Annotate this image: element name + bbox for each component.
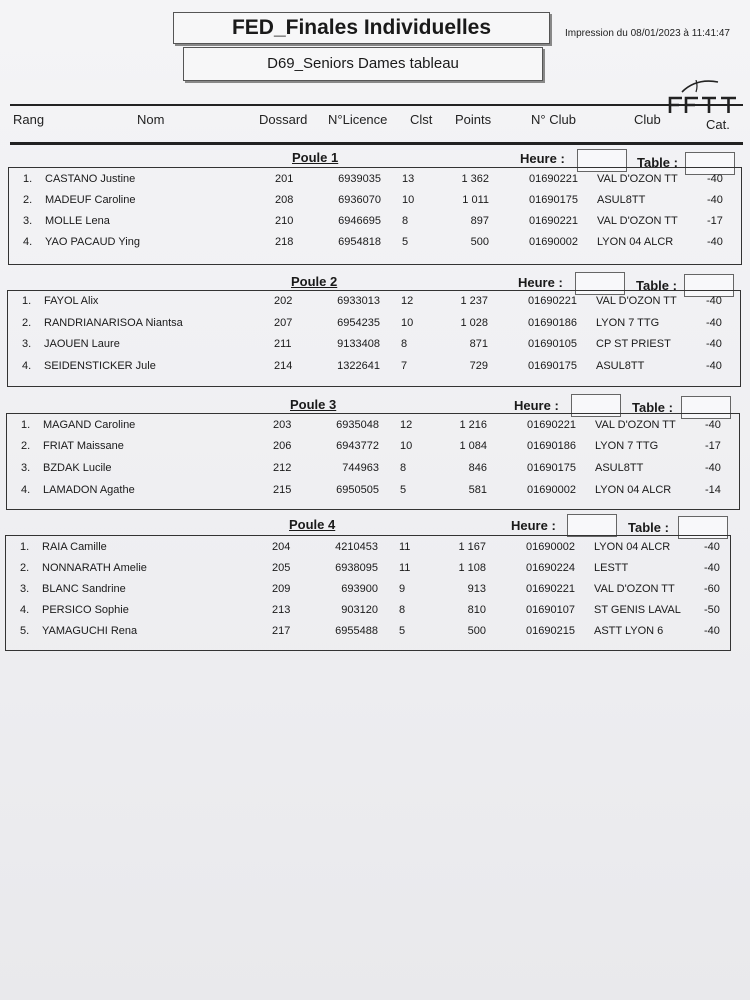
licence: 744963 [342, 462, 379, 474]
club-name: LESTT [594, 562, 629, 574]
licence: 6950505 [336, 484, 379, 496]
col-dossard: Dossard [259, 112, 308, 127]
licence: 903120 [341, 604, 378, 616]
table-label: Table : [632, 400, 673, 415]
table-label: Table : [637, 155, 678, 170]
dossard: 202 [274, 295, 293, 307]
dossard: 203 [273, 419, 292, 431]
poule-title: Poule 1 [292, 150, 339, 165]
club-number: 01690186 [527, 440, 576, 452]
heure-label: Heure : [511, 518, 556, 533]
player-name: YAMAGUCHI Rena [42, 625, 138, 637]
clst: 11 [399, 541, 411, 553]
club-name: VAL D'OZON TT [597, 173, 678, 185]
clst: 5 [400, 484, 407, 496]
clst: 5 [402, 236, 409, 248]
rang: 4. [23, 236, 33, 248]
category: -40 [706, 295, 722, 307]
poule-title: Poule 4 [289, 517, 336, 532]
player-name: FRIAT Maissane [43, 440, 124, 452]
table-row [7, 416, 739, 437]
table-row [9, 170, 741, 191]
club-name: LYON 04 ALCR [594, 541, 671, 553]
dossard: 214 [274, 360, 293, 372]
club-number: 01690221 [529, 215, 578, 227]
dossard: 207 [274, 317, 293, 329]
poule-title: Poule 2 [291, 274, 338, 289]
poule-players-box [6, 413, 740, 510]
heure-label: Heure : [520, 151, 565, 166]
clst: 8 [401, 338, 408, 350]
rang: 4. [20, 604, 30, 616]
club-number: 01690221 [527, 419, 576, 431]
table-row [8, 357, 740, 378]
licence: 6935048 [336, 419, 379, 431]
col-licence: N°Licence [328, 112, 388, 127]
club-name: ASUL8TT [596, 360, 645, 372]
clst: 8 [400, 462, 407, 474]
clst: 7 [401, 360, 408, 372]
dossard: 218 [275, 236, 294, 248]
col-rang: Rang [13, 112, 45, 127]
points: 1 011 [462, 194, 489, 206]
club-name: LYON 04 ALCR [597, 236, 674, 248]
licence: 4210453 [335, 541, 378, 553]
category: -40 [704, 625, 720, 637]
rang: 1. [20, 541, 30, 553]
table-row [8, 335, 740, 356]
heure-input-box[interactable] [567, 514, 617, 537]
club-name: LYON 7 TTG [595, 440, 659, 452]
player-name: MOLLE Lena [45, 215, 110, 227]
licence: 6955488 [335, 625, 378, 637]
club-number: 01690221 [526, 583, 575, 595]
category: -40 [704, 562, 720, 574]
rang: 2. [21, 440, 31, 452]
club-number: 01690175 [527, 462, 576, 474]
table-row [8, 314, 740, 335]
dossard: 204 [272, 541, 291, 553]
licence: 6938095 [335, 562, 378, 574]
rang: 4. [22, 360, 32, 372]
club-number: 01690175 [528, 360, 577, 372]
document-title: FED_Finales Individuelles [173, 12, 550, 44]
clst: 9 [399, 583, 406, 595]
rang: 3. [23, 215, 33, 227]
club-name: ST GENIS LAVAL [594, 604, 681, 616]
rang: 1. [22, 295, 32, 307]
dossard: 217 [272, 625, 291, 637]
table-row [9, 233, 741, 254]
points: 913 [467, 583, 486, 595]
rang: 4. [21, 484, 31, 496]
print-date: Impression du 08/01/2023 à 11:41:47 [565, 28, 730, 39]
points: 1 216 [459, 419, 487, 431]
club-name: VAL D'OZON TT [595, 419, 676, 431]
category: -40 [705, 419, 721, 431]
player-name: LAMADON Agathe [43, 484, 135, 496]
rang: 5. [20, 625, 30, 637]
player-name: SEIDENSTICKER Jule [44, 360, 156, 372]
points: 1 167 [458, 541, 486, 553]
rang: 3. [20, 583, 30, 595]
document-subtitle: D69_Seniors Dames tableau [183, 47, 543, 81]
dossard: 215 [273, 484, 292, 496]
dossard: 212 [273, 462, 292, 474]
table-row [7, 481, 739, 502]
table-row [6, 622, 730, 643]
col-nom: Nom [137, 112, 165, 127]
dossard: 211 [274, 338, 292, 350]
header-rule-top [10, 104, 743, 106]
player-name: RAIA Camille [42, 541, 107, 553]
poule-players-box [7, 290, 741, 387]
club-name: LYON 04 ALCR [595, 484, 672, 496]
category: -40 [707, 194, 723, 206]
licence: 1322641 [337, 360, 380, 372]
fftt-logo [666, 80, 744, 116]
licence: 693900 [341, 583, 378, 595]
dossard: 206 [273, 440, 292, 452]
points: 846 [468, 462, 487, 474]
player-name: BLANC Sandrine [42, 583, 126, 595]
club-number: 01690002 [527, 484, 576, 496]
points: 1 084 [459, 440, 487, 452]
table-row [9, 212, 741, 233]
table-row [6, 601, 730, 622]
col-cat: Cat. [706, 117, 730, 132]
points: 897 [470, 215, 489, 227]
club-number: 01690175 [529, 194, 578, 206]
poule-title: Poule 3 [290, 397, 337, 412]
player-name: CASTANO Justine [45, 173, 136, 185]
club-number: 01690002 [526, 541, 575, 553]
category: -40 [704, 541, 720, 553]
table-row [9, 191, 741, 212]
points: 1 028 [460, 317, 488, 329]
player-name: BZDAK Lucile [43, 462, 112, 474]
player-name: MAGAND Caroline [43, 419, 136, 431]
club-number: 01690186 [528, 317, 577, 329]
col-clst: Clst [410, 112, 433, 127]
club-number: 01690221 [529, 173, 578, 185]
poule-players-box [8, 167, 742, 265]
category: -40 [706, 360, 722, 372]
club-name: VAL D'OZON TT [594, 583, 675, 595]
table-row [6, 580, 730, 601]
category: -40 [706, 338, 722, 350]
dossard: 210 [275, 215, 294, 227]
points: 1 108 [458, 562, 486, 574]
category: -50 [704, 604, 720, 616]
points: 581 [468, 484, 487, 496]
dossard: 209 [272, 583, 291, 595]
club-name: VAL D'OZON TT [597, 215, 678, 227]
points: 810 [467, 604, 486, 616]
table-label: Table : [628, 520, 669, 535]
points: 1 362 [461, 173, 489, 185]
points: 500 [470, 236, 489, 248]
category: -40 [705, 462, 721, 474]
club-name: ASTT LYON 6 [594, 625, 664, 637]
table-row [6, 538, 730, 559]
club-number: 01690002 [529, 236, 578, 248]
club-number: 01690224 [526, 562, 575, 574]
points: 500 [467, 625, 486, 637]
heure-label: Heure : [514, 398, 559, 413]
clst: 13 [402, 173, 415, 185]
player-name: RANDRIANARISOA Niantsa [44, 317, 183, 329]
licence: 6954818 [338, 236, 381, 248]
dossard: 213 [272, 604, 291, 616]
club-number: 01690105 [528, 338, 577, 350]
category: -40 [707, 236, 723, 248]
club-number: 01690215 [526, 625, 575, 637]
poule-players-box [5, 535, 731, 651]
club-number: 01690221 [528, 295, 577, 307]
club-name: VAL D'OZON TT [596, 295, 677, 307]
table-label: Table : [636, 278, 677, 293]
club-number: 01690107 [526, 604, 575, 616]
category: -17 [707, 215, 723, 227]
points: 1 237 [460, 295, 488, 307]
table-row [7, 437, 739, 458]
clst: 12 [401, 295, 414, 307]
rang: 1. [21, 419, 31, 431]
clst: 8 [399, 604, 406, 616]
club-name: ASUL8TT [595, 462, 644, 474]
table-row [6, 559, 730, 580]
licence: 6936070 [338, 194, 381, 206]
licence: 6946695 [338, 215, 381, 227]
clst: 5 [399, 625, 406, 637]
player-name: MADEUF Caroline [45, 194, 136, 206]
rang: 2. [20, 562, 30, 574]
table-row [8, 292, 740, 313]
clst: 12 [400, 419, 413, 431]
licence: 6939035 [338, 173, 381, 185]
clst: 10 [402, 194, 415, 206]
licence: 6954235 [337, 317, 380, 329]
category: -14 [705, 484, 721, 496]
rang: 3. [21, 462, 31, 474]
header-rule-bottom [10, 142, 743, 145]
clst: 8 [402, 215, 409, 227]
table-row [7, 459, 739, 480]
club-name: CP ST PRIEST [596, 338, 671, 350]
club-name: ASUL8TT [597, 194, 646, 206]
rang: 1. [23, 173, 33, 185]
player-name: NONNARATH Amelie [42, 562, 147, 574]
dossard: 208 [275, 194, 294, 206]
licence: 6933013 [337, 295, 380, 307]
player-name: JAOUEN Laure [44, 338, 120, 350]
player-name: YAO PACAUD Ying [45, 236, 140, 248]
dossard: 205 [272, 562, 291, 574]
rang: 3. [22, 338, 32, 350]
category: -60 [704, 583, 720, 595]
col-club: Club [634, 112, 661, 127]
licence: 9133408 [337, 338, 380, 350]
clst: 11 [399, 562, 411, 574]
player-name: PERSICO Sophie [42, 604, 129, 616]
player-name: FAYOL Alix [44, 295, 99, 307]
category: -40 [707, 173, 723, 185]
clst: 10 [400, 440, 413, 452]
licence: 6943772 [336, 440, 379, 452]
heure-label: Heure : [518, 275, 563, 290]
club-name: LYON 7 TTG [596, 317, 660, 329]
dossard: 201 [275, 173, 294, 185]
col-club-no: N° Club [531, 112, 576, 127]
clst: 10 [401, 317, 414, 329]
col-points: Points [455, 112, 492, 127]
category: -17 [705, 440, 721, 452]
category: -40 [706, 317, 722, 329]
rang: 2. [22, 317, 32, 329]
points: 729 [469, 360, 488, 372]
points: 871 [469, 338, 488, 350]
rang: 2. [23, 194, 33, 206]
